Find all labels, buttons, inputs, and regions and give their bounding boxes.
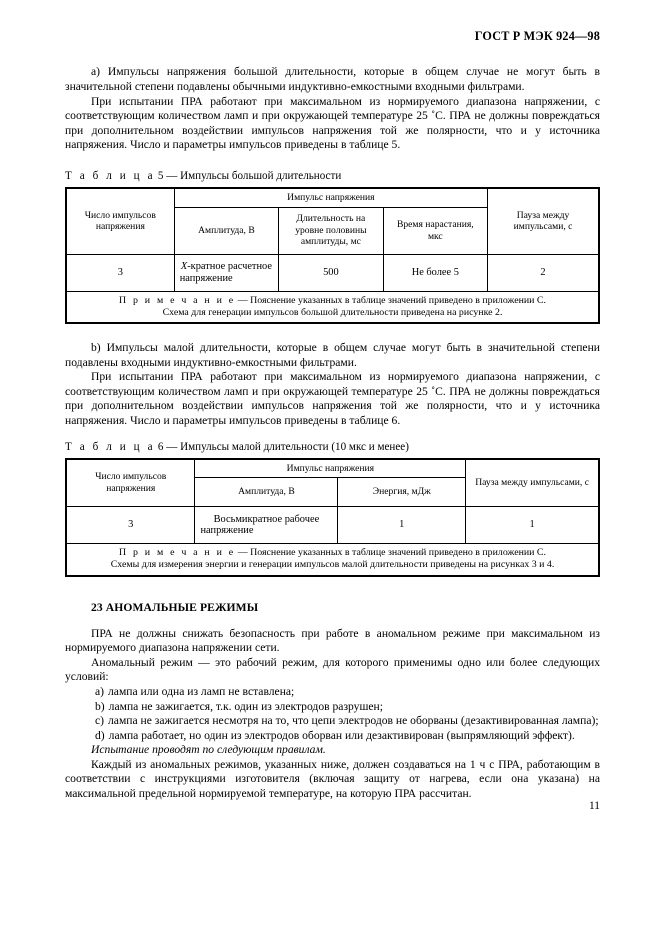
paragraph-a-test-conditions: При испытании ПРА работают при максимальном из нормируемого диапазона напряжении, с соответствующим количеством ламп и при окружающей температуре 25 ˚С. ПРА не должны повреждаться при дополнительном воздействии импульсов напряжения той же полярности, что и у источника напряжения. Число и параметры импульсов приведены в таблице 5. (65, 94, 600, 152)
table-5-cell-duration: 500 (279, 254, 383, 291)
table-6-caption-number: 6 (157, 440, 164, 453)
table-row (66, 291, 599, 323)
table-5-header-pulse-count: Число импульсов напряжения (66, 188, 174, 254)
table-6-header-pulse-count: Число импульсов напряжения (66, 459, 195, 507)
table-5-note-line2: Схема для генерации импульсов большой длительности приведена на рисунке 2. (162, 306, 503, 318)
table-5-note-label: П р и м е ч а н и е (119, 294, 236, 306)
list-item (65, 700, 600, 715)
section-23-title: АНОМАЛЬНЫЕ РЕЖИМЫ (105, 600, 259, 614)
document-header: ГОСТ Р МЭК 924—98 (474, 29, 600, 43)
list-item-letter: с) (95, 714, 105, 728)
page-number: 11 (589, 800, 600, 812)
table-5 (65, 187, 600, 324)
section-23-number: 23 (91, 600, 103, 614)
table-row (66, 459, 599, 478)
table-6-header-amplitude: Амплитуда, В (195, 478, 338, 507)
table-6-cell-pulse-count: 3 (66, 507, 195, 544)
list-item-letter: d) (95, 728, 105, 742)
table-6-cell-amplitude: Восьмикратное рабочее напряжение (195, 507, 338, 544)
table-row (66, 507, 599, 544)
table-5-header-pause: Пауза между импульсами, с (488, 188, 599, 254)
table-6-caption-title: — Импульсы малой длительности (10 мкс и менее) (166, 440, 409, 453)
test-rules-line: Испытание проводят по следующим правилам. (91, 743, 326, 757)
table-6-note (66, 544, 599, 576)
table-6-note-line1: — Пояснение указанных в таблице значений приведено в приложении С. (237, 547, 546, 559)
table-5-cell-rise-time: Не более 5 (383, 254, 487, 291)
table-5-cell-amplitude-rest: -кратное расчетное напряжение (179, 260, 272, 284)
table-6 (65, 458, 600, 577)
section-23-paragraph-2: Аномальный режим — это рабочий режим, для которого применимы одно или более следующих условий: (65, 655, 600, 684)
list-item (65, 729, 600, 744)
table-6-caption-label: Т а б л и ц а (65, 440, 156, 453)
table-5-header-rise-time: Время нарастания, мкс (383, 207, 487, 254)
table-5-cell-amplitude (174, 254, 278, 291)
paragraph-a: а) Импульсы напряжения большой длительности, которые в общем случае не могут быть в значительной степени подавлены обычными индуктивно-емкостными входными фильтрами. (65, 65, 600, 94)
table-5-caption-label: Т а б л и ц а (65, 169, 156, 182)
table-5-caption (65, 170, 600, 183)
table-6-caption (65, 441, 600, 454)
table-5-header-voltage-pulse-group: Импульс напряжения (174, 188, 487, 207)
list-item-letter: b) (95, 699, 105, 713)
table-5-note (66, 291, 599, 323)
section-23-paragraph-3: Каждый из аномальных режимов, указанных ниже, должен создаваться на 1 ч с ПРА, работающим в соответствии с инструкциями изготовителя (включая защиту от нагрева, если она указана) на максимальной предельной нормируемой температуре, на которую ПРА рассчитан. (65, 757, 600, 801)
table-6-header-voltage-pulse-group: Импульс напряжения (195, 459, 466, 478)
list-item-text: лампа не зажигается, т.к. один из электродов разрушен; (108, 699, 383, 713)
table-6-header-energy: Энергия, мДж (338, 478, 466, 507)
table-5-note-line1: — Пояснение указанных в таблице значений приведено в приложении С. (237, 294, 546, 306)
list-item (65, 714, 600, 729)
table-6-cell-energy: 1 (338, 507, 466, 544)
table-5-header-amplitude: Амплитуда, В (174, 207, 278, 254)
table-6-cell-pause: 1 (466, 507, 599, 544)
table-5-caption-number: 5 (157, 169, 164, 182)
table-row (66, 544, 599, 576)
variable-x: X (180, 260, 188, 272)
table-6-header-pause: Пауза между импульсами, с (466, 459, 599, 507)
paragraph-b-test-conditions: При испытании ПРА работают при максимальном из нормируемого диапазона напряжении, с соответствующим количеством ламп и при окружающей температуре 25 ˚С. ПРА не должны повреждаться при дополнительном воздействии импульсов напряжения той же полярности, что и у источника напряжения. Число и параметры импульсов приведены в таблице 6. (65, 370, 600, 427)
section-23-paragraph-1: ПРА не должны снижать безопасность при работе в аномальном режиме при максимальном из нормируемого диапазона напряжении сети. (65, 626, 600, 655)
table-5-cell-pause: 2 (488, 254, 599, 291)
list-item-letter: а) (95, 684, 105, 698)
table-5-header-duration: Длительность на уровне половины амплитуды, мс (279, 207, 383, 254)
table-row (66, 254, 599, 291)
paragraph-b: b) Импульсы малой длительности, которые в общем случае могут быть в значительной степени подавлены входными индуктивно-емкостными фильтрами. (65, 340, 600, 369)
table-6-note-line2: Схемы для измерения энергии и генерации импульсов малой длительности приведены на рисунках 3 и 4. (110, 559, 555, 571)
list-item (65, 685, 600, 700)
table-5-cell-pulse-count: 3 (66, 254, 174, 291)
table-6-note-label: П р и м е ч а н и е (119, 547, 236, 559)
list-item-text: лампа не зажигается несмотря на то, что цепи электродов не оборваны (дезактивированная лампа); (108, 714, 599, 728)
section-23-heading (65, 601, 600, 615)
table-row (66, 188, 599, 207)
list-item-text: лампа или одна из ламп не вставлена; (108, 684, 295, 698)
list-item-text: лампа работает, но один из электродов оборван или дезактивирован (выпрямляющий эффект). (108, 728, 575, 742)
table-5-caption-title: — Импульсы большой длительности (166, 169, 342, 182)
